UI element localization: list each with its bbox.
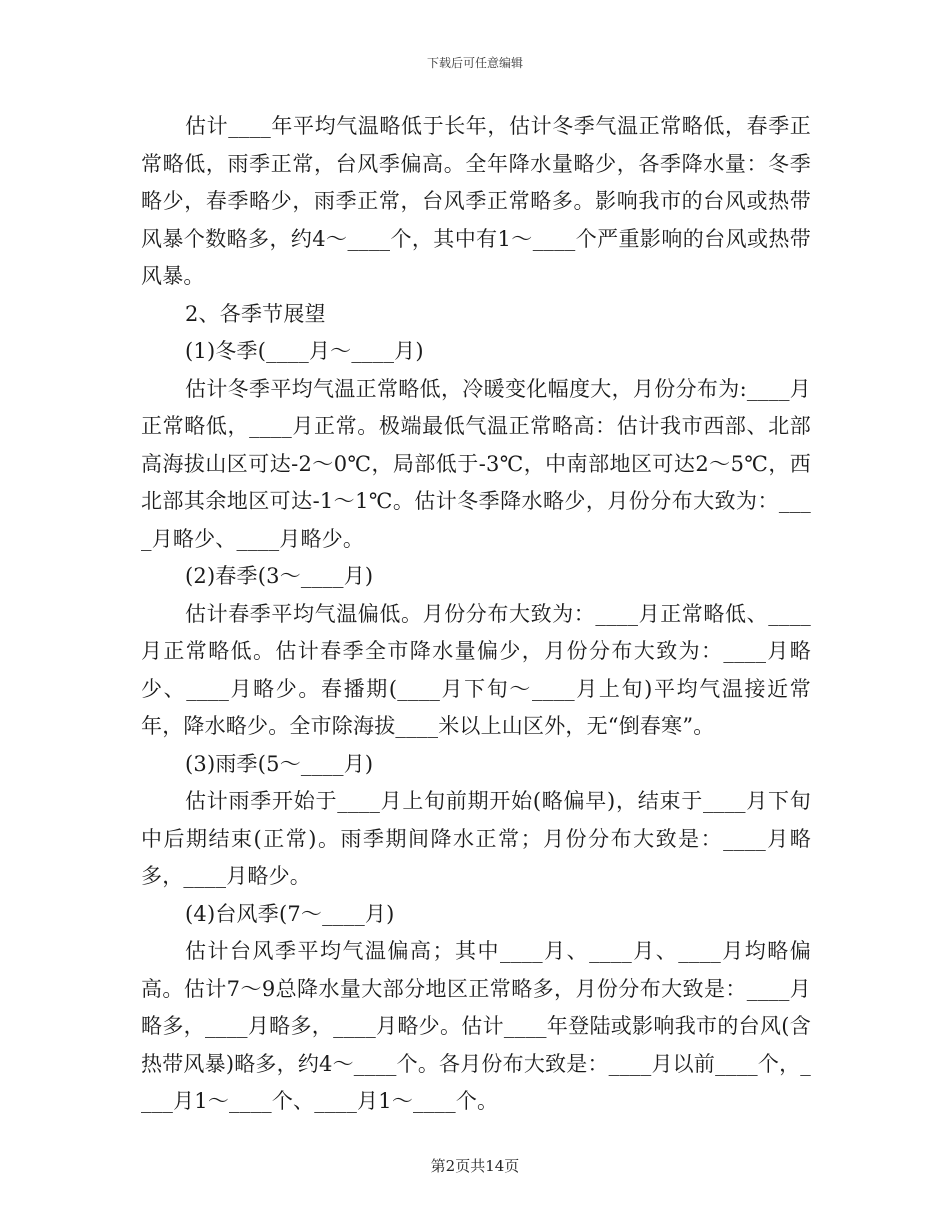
paragraph-rainy-season: 估计雨季开始于____月上旬前期开始(略偏早)，结束于____月下旬中后期结束(正常)。雨季期间降水正常；月份分布大致是：____月略多，____月略少。 [141, 789, 811, 888]
page-footer: 第2页共14页 [430, 1157, 520, 1175]
section-heading-seasonal-outlook: 2、各季节展望 [185, 301, 326, 326]
paragraph-annual-outlook: 估计____年平均气温略低于长年，估计冬季气温正常略低，春季正常略低，雨季正常，台风季偏高。全年降水量略少，各季降水量：冬季略少，春季略少，雨季正常，台风季正常略多。影响我市的台风或热带风暴个数略多，约4～____个，其中有1～____个严重影响的台风或热带风暴。 [141, 114, 811, 288]
paragraph-winter: 估计冬季平均气温正常略低，冷暖变化幅度大，月份分布为:____月正常略低，____月正常。极端最低气温正常略高：估计我市西部、北部高海拔山区可达-2～0℃，局部低于-3℃，中南部地区可达2～5℃，西北部其余地区可达-1～1℃。估计冬季降水略少，月份分布大致为：____月略少、____月略少。 [141, 376, 811, 551]
paragraph-typhoon-season: 估计台风季平均气温偏高；其中____月、____月、____月均略偏高。估计7～9总降水量大部分地区正常略多，月份分布大致是：____月略多，____月略多，____月略少。估计____年登陆或影响我市的台风(含热带风暴)略多，约4～____个。各月份布大致是：____月以前____个，____月1～____个、____月1～____个。 [141, 939, 811, 1113]
paragraph-spring: 估计春季平均气温偏低。月份分布大致为：____月正常略低、____月正常略低。估计春季全市降水量偏少，月份分布大致为：____月略少、____月略少。春播期(____月下旬～____月上旬)平均气温接近常年，降水略少。全市除海拔____米以上山区外，无“倒春寒”。 [141, 601, 811, 738]
subheading-spring: (2)春季(3～____月) [185, 564, 374, 588]
subheading-winter: (1)冬季(____月～____月) [185, 339, 424, 363]
subheading-typhoon-season: (4)台风季(7～____月) [185, 901, 395, 926]
page-header: 下载后可任意编辑 [426, 56, 523, 70]
document-body [141, 108, 811, 1121]
subheading-rainy-season: (3)雨季(5～____月) [185, 751, 374, 776]
